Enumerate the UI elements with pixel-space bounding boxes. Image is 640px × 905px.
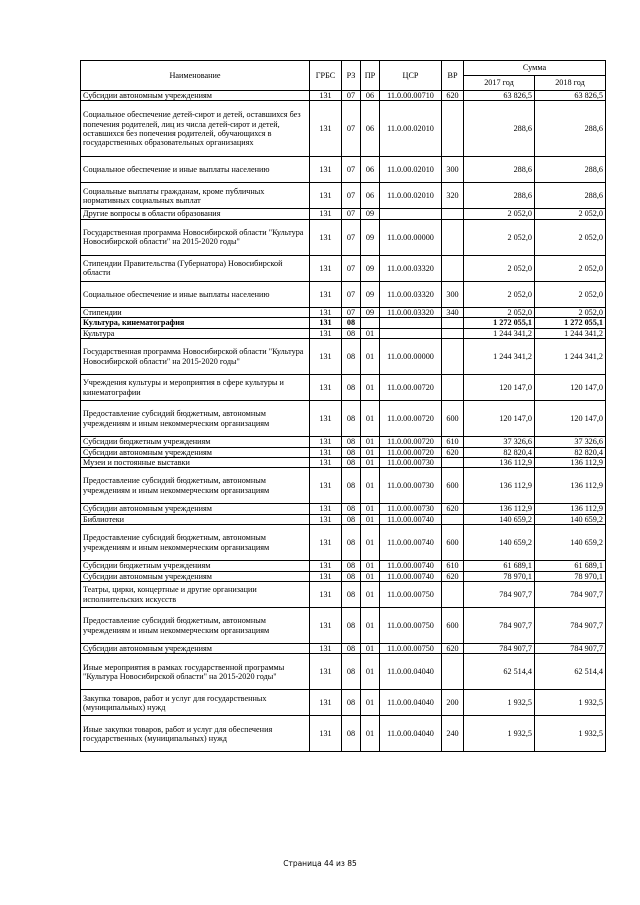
cell-pr: 09 <box>361 209 380 219</box>
cell-rz: 08 <box>342 401 361 437</box>
table-row <box>81 157 606 183</box>
cell-rz: 08 <box>342 608 361 644</box>
cell-name: Другие вопросы в области образования <box>81 209 310 219</box>
table-row <box>81 101 606 157</box>
cell-pr: 01 <box>361 457 380 467</box>
cell-csr: 11.0.00.00740 <box>380 571 442 581</box>
cell-sum-2018: 288,6 <box>535 157 606 183</box>
cell-name: Закупка товаров, работ и услуг для государственных (муниципальных) нужд <box>81 690 310 716</box>
cell-name: Субсидии автономным учреждениям <box>81 644 310 654</box>
header-year-2018: 2018 год <box>535 76 606 91</box>
cell-vr: 600 <box>442 525 464 561</box>
cell-pr: 01 <box>361 328 380 338</box>
cell-sum-2017: 784 907,7 <box>464 582 535 608</box>
table-row <box>81 582 606 608</box>
cell-sum-2017: 1 932,5 <box>464 716 535 752</box>
cell-rz: 07 <box>342 219 361 255</box>
cell-pr: 01 <box>361 525 380 561</box>
cell-name: Социальное обеспечение и иные выплаты населению <box>81 157 310 183</box>
cell-sum-2017: 2 052,0 <box>464 307 535 317</box>
cell-grbs: 131 <box>310 401 342 437</box>
cell-sum-2017: 136 112,9 <box>464 457 535 467</box>
cell-sum-2017: 1 932,5 <box>464 690 535 716</box>
cell-sum-2017: 136 112,9 <box>464 468 535 504</box>
cell-name: Предоставление субсидий бюджетным, автономным учреждениям и иным некоммерческим организациям <box>81 468 310 504</box>
cell-sum-2017: 288,6 <box>464 183 535 209</box>
cell-sum-2017: 140 659,2 <box>464 525 535 561</box>
cell-pr: 09 <box>361 281 380 307</box>
cell-rz: 08 <box>342 514 361 524</box>
cell-name: Предоставление субсидий бюджетным, автономным учреждениям и иным некоммерческим организациям <box>81 401 310 437</box>
cell-name: Субсидии автономным учреждениям <box>81 504 310 514</box>
cell-csr: 11.0.00.00740 <box>380 525 442 561</box>
cell-vr <box>442 255 464 281</box>
cell-sum-2018: 37 326,6 <box>535 437 606 447</box>
cell-rz: 08 <box>342 318 361 328</box>
cell-csr: 11.0.00.00750 <box>380 608 442 644</box>
cell-grbs: 131 <box>310 644 342 654</box>
table-row <box>81 447 606 457</box>
cell-vr: 620 <box>442 571 464 581</box>
cell-rz: 08 <box>342 457 361 467</box>
cell-sum-2017: 784 907,7 <box>464 608 535 644</box>
table-row <box>81 318 606 328</box>
table-row <box>81 437 606 447</box>
cell-name: Библиотеки <box>81 514 310 524</box>
cell-grbs: 131 <box>310 716 342 752</box>
cell-csr: 11.0.00.00000 <box>380 339 442 375</box>
cell-rz: 08 <box>342 525 361 561</box>
cell-sum-2018: 136 112,9 <box>535 457 606 467</box>
cell-vr: 610 <box>442 437 464 447</box>
cell-sum-2018: 1 244 341,2 <box>535 328 606 338</box>
table-row <box>81 716 606 752</box>
cell-csr: 11.0.00.00720 <box>380 401 442 437</box>
cell-grbs: 131 <box>310 183 342 209</box>
cell-name: Культура <box>81 328 310 338</box>
cell-sum-2017: 120 147,0 <box>464 375 535 401</box>
cell-rz: 08 <box>342 644 361 654</box>
cell-name: Субсидии автономным учреждениям <box>81 571 310 581</box>
cell-vr: 240 <box>442 716 464 752</box>
cell-sum-2017: 1 272 055,1 <box>464 318 535 328</box>
table-row <box>81 644 606 654</box>
cell-pr: 01 <box>361 468 380 504</box>
cell-sum-2018: 120 147,0 <box>535 401 606 437</box>
header-sum: Сумма <box>464 61 606 76</box>
cell-vr <box>442 339 464 375</box>
cell-vr <box>442 318 464 328</box>
cell-pr: 09 <box>361 307 380 317</box>
cell-vr: 610 <box>442 561 464 571</box>
cell-name: Музеи и постоянные выставки <box>81 457 310 467</box>
cell-vr <box>442 514 464 524</box>
cell-sum-2017: 82 820,4 <box>464 447 535 457</box>
cell-name: Учреждения культуры и мероприятия в сфере культуры и кинематографии <box>81 375 310 401</box>
cell-csr: 11.0.00.00740 <box>380 561 442 571</box>
cell-vr <box>442 219 464 255</box>
cell-pr: 01 <box>361 654 380 690</box>
table-row <box>81 328 606 338</box>
cell-rz: 08 <box>342 468 361 504</box>
cell-sum-2017: 2 052,0 <box>464 255 535 281</box>
cell-pr: 06 <box>361 91 380 101</box>
cell-name: Субсидии бюджетным учреждениям <box>81 561 310 571</box>
cell-vr: 620 <box>442 644 464 654</box>
cell-grbs: 131 <box>310 307 342 317</box>
cell-pr: 01 <box>361 504 380 514</box>
cell-sum-2018: 120 147,0 <box>535 375 606 401</box>
cell-grbs: 131 <box>310 281 342 307</box>
cell-name: Культура, кинематография <box>81 318 310 328</box>
cell-sum-2018: 288,6 <box>535 183 606 209</box>
cell-rz: 07 <box>342 183 361 209</box>
header-name: Наименование <box>81 61 310 91</box>
cell-rz: 08 <box>342 504 361 514</box>
cell-csr: 11.0.00.00720 <box>380 447 442 457</box>
cell-grbs: 131 <box>310 255 342 281</box>
cell-vr: 600 <box>442 468 464 504</box>
cell-rz: 07 <box>342 281 361 307</box>
cell-csr: 11.0.00.02010 <box>380 183 442 209</box>
cell-sum-2018: 78 970,1 <box>535 571 606 581</box>
cell-pr: 01 <box>361 571 380 581</box>
cell-csr: 11.0.00.00710 <box>380 91 442 101</box>
cell-csr <box>380 209 442 219</box>
cell-csr <box>380 318 442 328</box>
cell-grbs: 131 <box>310 525 342 561</box>
cell-pr: 01 <box>361 401 380 437</box>
cell-sum-2018: 2 052,0 <box>535 209 606 219</box>
cell-name: Государственная программа Новосибирской области "Культура Новосибирской области" на 2015-2020 годы" <box>81 339 310 375</box>
cell-sum-2018: 2 052,0 <box>535 281 606 307</box>
cell-sum-2017: 2 052,0 <box>464 209 535 219</box>
table-row <box>81 504 606 514</box>
cell-grbs: 131 <box>310 457 342 467</box>
cell-grbs: 131 <box>310 339 342 375</box>
cell-pr <box>361 318 380 328</box>
table-row <box>81 183 606 209</box>
cell-name: Субсидии автономным учреждениям <box>81 91 310 101</box>
cell-pr: 01 <box>361 561 380 571</box>
cell-vr: 620 <box>442 91 464 101</box>
cell-sum-2017: 1 244 341,2 <box>464 328 535 338</box>
cell-rz: 07 <box>342 91 361 101</box>
page-number: Страница 44 из 85 <box>283 859 357 868</box>
cell-pr: 01 <box>361 608 380 644</box>
cell-pr: 01 <box>361 514 380 524</box>
cell-vr <box>442 457 464 467</box>
cell-csr: 11.0.00.00000 <box>380 219 442 255</box>
cell-vr <box>442 101 464 157</box>
cell-vr: 320 <box>442 183 464 209</box>
cell-rz: 07 <box>342 157 361 183</box>
cell-csr: 11.0.00.04040 <box>380 654 442 690</box>
cell-grbs: 131 <box>310 504 342 514</box>
cell-sum-2018: 1 932,5 <box>535 716 606 752</box>
cell-name: Субсидии автономным учреждениям <box>81 447 310 457</box>
cell-pr: 01 <box>361 437 380 447</box>
cell-sum-2017: 2 052,0 <box>464 219 535 255</box>
cell-rz: 08 <box>342 582 361 608</box>
header-grbs: ГРБС <box>310 61 342 91</box>
cell-rz: 07 <box>342 101 361 157</box>
cell-sum-2017: 120 147,0 <box>464 401 535 437</box>
cell-grbs: 131 <box>310 209 342 219</box>
cell-csr <box>380 328 442 338</box>
cell-sum-2018: 784 907,7 <box>535 644 606 654</box>
cell-csr: 11.0.00.00750 <box>380 644 442 654</box>
header-rz: РЗ <box>342 61 361 91</box>
cell-grbs: 131 <box>310 101 342 157</box>
cell-grbs: 131 <box>310 91 342 101</box>
cell-sum-2018: 61 689,1 <box>535 561 606 571</box>
cell-grbs: 131 <box>310 608 342 644</box>
header-pr: ПР <box>361 61 380 91</box>
cell-vr: 340 <box>442 307 464 317</box>
cell-csr: 11.0.00.00720 <box>380 375 442 401</box>
cell-name: Государственная программа Новосибирской области "Культура Новосибирской области" на 2015-2020 годы" <box>81 219 310 255</box>
cell-rz: 08 <box>342 339 361 375</box>
cell-csr: 11.0.00.02010 <box>380 101 442 157</box>
cell-rz: 08 <box>342 447 361 457</box>
cell-rz: 08 <box>342 437 361 447</box>
cell-csr: 11.0.00.00730 <box>380 468 442 504</box>
cell-vr <box>442 209 464 219</box>
cell-sum-2017: 78 970,1 <box>464 571 535 581</box>
cell-rz: 08 <box>342 375 361 401</box>
cell-grbs: 131 <box>310 157 342 183</box>
table-row <box>81 219 606 255</box>
header-csr: ЦСР <box>380 61 442 91</box>
cell-sum-2017: 136 112,9 <box>464 504 535 514</box>
cell-csr: 11.0.00.02010 <box>380 157 442 183</box>
cell-sum-2018: 2 052,0 <box>535 307 606 317</box>
cell-sum-2018: 2 052,0 <box>535 255 606 281</box>
cell-pr: 01 <box>361 716 380 752</box>
table-row <box>81 468 606 504</box>
table-row <box>81 209 606 219</box>
cell-grbs: 131 <box>310 328 342 338</box>
table-row <box>81 654 606 690</box>
table-row <box>81 514 606 524</box>
table-row <box>81 401 606 437</box>
cell-vr: 620 <box>442 447 464 457</box>
cell-vr <box>442 328 464 338</box>
cell-grbs: 131 <box>310 514 342 524</box>
cell-vr: 620 <box>442 504 464 514</box>
cell-csr: 11.0.00.00730 <box>380 457 442 467</box>
cell-pr: 01 <box>361 582 380 608</box>
cell-sum-2017: 61 689,1 <box>464 561 535 571</box>
cell-rz: 08 <box>342 716 361 752</box>
cell-name: Предоставление субсидий бюджетным, автономным учреждениям и иным некоммерческим организациям <box>81 608 310 644</box>
cell-sum-2018: 136 112,9 <box>535 504 606 514</box>
table-row <box>81 690 606 716</box>
cell-sum-2018: 62 514,4 <box>535 654 606 690</box>
cell-name: Предоставление субсидий бюджетным, автономным учреждениям и иным некоммерческим организациям <box>81 525 310 561</box>
cell-pr: 01 <box>361 375 380 401</box>
cell-sum-2017: 37 326,6 <box>464 437 535 447</box>
cell-rz: 08 <box>342 690 361 716</box>
cell-rz: 07 <box>342 307 361 317</box>
cell-grbs: 131 <box>310 437 342 447</box>
cell-rz: 08 <box>342 561 361 571</box>
cell-sum-2018: 140 659,2 <box>535 525 606 561</box>
cell-rz: 07 <box>342 209 361 219</box>
cell-pr: 01 <box>361 690 380 716</box>
table-body <box>81 91 606 752</box>
cell-sum-2018: 1 272 055,1 <box>535 318 606 328</box>
cell-vr: 600 <box>442 401 464 437</box>
cell-csr: 11.0.00.03320 <box>380 255 442 281</box>
cell-grbs: 131 <box>310 447 342 457</box>
cell-csr: 11.0.00.04040 <box>380 716 442 752</box>
cell-sum-2017: 1 244 341,2 <box>464 339 535 375</box>
cell-pr: 01 <box>361 339 380 375</box>
cell-pr: 06 <box>361 157 380 183</box>
cell-name: Театры, цирки, концертные и другие организации исполнительских искусств <box>81 582 310 608</box>
cell-pr: 09 <box>361 219 380 255</box>
cell-sum-2017: 140 659,2 <box>464 514 535 524</box>
cell-pr: 09 <box>361 255 380 281</box>
table-row <box>81 91 606 101</box>
cell-rz: 07 <box>342 255 361 281</box>
cell-csr: 11.0.00.00740 <box>380 514 442 524</box>
table-row <box>81 608 606 644</box>
cell-vr <box>442 375 464 401</box>
cell-csr: 11.0.00.00750 <box>380 582 442 608</box>
cell-csr: 11.0.00.03320 <box>380 281 442 307</box>
cell-pr: 01 <box>361 644 380 654</box>
cell-grbs: 131 <box>310 690 342 716</box>
cell-name: Социальные выплаты гражданам, кроме публичных нормативных социальных выплат <box>81 183 310 209</box>
cell-name: Социальное обеспечение и иные выплаты населению <box>81 281 310 307</box>
cell-sum-2018: 1 244 341,2 <box>535 339 606 375</box>
cell-pr: 01 <box>361 447 380 457</box>
cell-vr: 200 <box>442 690 464 716</box>
cell-sum-2018: 136 112,9 <box>535 468 606 504</box>
cell-name: Стипендии Правительства (Губернатора) Новосибирской области <box>81 255 310 281</box>
cell-rz: 08 <box>342 654 361 690</box>
table-row <box>81 457 606 467</box>
cell-name: Иные закупки товаров, работ и услуг для обеспечения государственных (муниципальных) нужд <box>81 716 310 752</box>
cell-sum-2018: 140 659,2 <box>535 514 606 524</box>
table-row <box>81 307 606 317</box>
cell-sum-2018: 82 820,4 <box>535 447 606 457</box>
cell-name: Социальное обеспечение детей-сирот и детей, оставшихся без попечения родителей, лиц из числа детей-сирот и детей, оставшихся без попечения родителей, обучающихся в государственных образовательных организациях <box>81 101 310 157</box>
cell-sum-2017: 288,6 <box>464 157 535 183</box>
cell-sum-2017: 62 514,4 <box>464 654 535 690</box>
header-year-2017: 2017 год <box>464 76 535 91</box>
cell-sum-2017: 2 052,0 <box>464 281 535 307</box>
cell-name: Иные мероприятия в рамках государственной программы "Культура Новосибирской области" на 2015-2020 годы" <box>81 654 310 690</box>
cell-vr: 300 <box>442 157 464 183</box>
cell-csr: 11.0.00.03320 <box>380 307 442 317</box>
cell-name: Субсидии бюджетным учреждениям <box>81 437 310 447</box>
cell-sum-2017: 288,6 <box>464 101 535 157</box>
cell-grbs: 131 <box>310 219 342 255</box>
cell-sum-2018: 784 907,7 <box>535 582 606 608</box>
cell-sum-2017: 63 826,5 <box>464 91 535 101</box>
cell-grbs: 131 <box>310 582 342 608</box>
cell-grbs: 131 <box>310 375 342 401</box>
table-row <box>81 339 606 375</box>
table-row <box>81 561 606 571</box>
cell-rz: 08 <box>342 328 361 338</box>
table-row <box>81 281 606 307</box>
table-row <box>81 571 606 581</box>
cell-csr: 11.0.00.00730 <box>380 504 442 514</box>
cell-sum-2018: 63 826,5 <box>535 91 606 101</box>
table-row <box>81 255 606 281</box>
cell-rz: 08 <box>342 571 361 581</box>
cell-grbs: 131 <box>310 561 342 571</box>
cell-sum-2018: 1 932,5 <box>535 690 606 716</box>
cell-grbs: 131 <box>310 571 342 581</box>
cell-sum-2018: 2 052,0 <box>535 219 606 255</box>
budget-table <box>80 60 606 752</box>
cell-sum-2017: 784 907,7 <box>464 644 535 654</box>
cell-sum-2018: 288,6 <box>535 101 606 157</box>
cell-csr: 11.0.00.04040 <box>380 690 442 716</box>
cell-pr: 06 <box>361 183 380 209</box>
cell-vr <box>442 582 464 608</box>
cell-sum-2018: 784 907,7 <box>535 608 606 644</box>
cell-vr: 300 <box>442 281 464 307</box>
cell-vr: 600 <box>442 608 464 644</box>
header-vr: ВР <box>442 61 464 91</box>
cell-grbs: 131 <box>310 468 342 504</box>
cell-pr: 06 <box>361 101 380 157</box>
table-row <box>81 375 606 401</box>
cell-grbs: 131 <box>310 318 342 328</box>
cell-name: Стипендии <box>81 307 310 317</box>
table-row <box>81 525 606 561</box>
cell-grbs: 131 <box>310 654 342 690</box>
cell-csr: 11.0.00.00720 <box>380 437 442 447</box>
cell-vr <box>442 654 464 690</box>
